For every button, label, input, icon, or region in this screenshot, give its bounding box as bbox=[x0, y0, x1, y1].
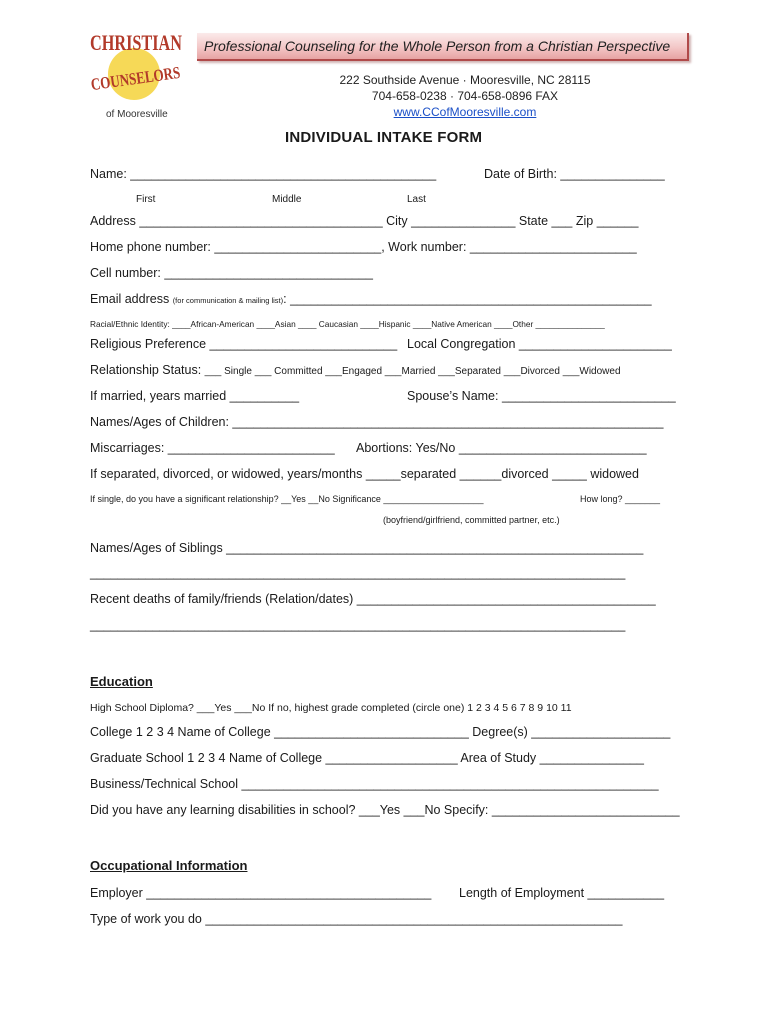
disabilities-field[interactable]: Did you have any learning disabilities in school? ___Yes ___No Specify: ___________________________ bbox=[90, 803, 680, 817]
single-note: (boyfriend/girlfriend, committed partner, etc.) bbox=[383, 515, 560, 525]
christian-counselors-logo bbox=[86, 22, 209, 112]
cell-field[interactable]: Cell number: ______________________________ bbox=[90, 266, 373, 280]
logo-line2: COUNSELORS bbox=[89, 59, 209, 95]
dob-field[interactable]: Date of Birth: _______________ bbox=[484, 167, 665, 181]
technical-field[interactable]: Business/Technical School ____________________________________________________________ bbox=[90, 777, 659, 791]
congregation-field[interactable]: Local Congregation ______________________ bbox=[407, 337, 672, 351]
phone-fields[interactable]: Home phone number: ________________________, Work number: ________________________ bbox=[90, 240, 637, 254]
length-field[interactable]: Length of Employment ___________ bbox=[459, 886, 665, 900]
siblings-continued[interactable]: _____________________________________________________________________________ bbox=[90, 566, 626, 580]
tagline: Professional Counseling for the Whole Person from a Christian Perspective bbox=[204, 38, 671, 54]
single-relationship-field[interactable]: If single, do you have a significant relationship? __Yes __No Significance ____________________ bbox=[90, 494, 484, 504]
work-type-field[interactable]: Type of work you do ____________________________________________________________ bbox=[90, 912, 623, 926]
education-heading: Education bbox=[90, 674, 153, 689]
occupation-heading: Occupational Information bbox=[90, 858, 248, 873]
logo-location: of Mooresville bbox=[106, 109, 168, 120]
address-line: 222 Southside Avenue · Mooresville, NC 28115 bbox=[339, 73, 591, 87]
college-field[interactable]: College 1 2 3 4 Name of College ____________________________ Degree(s) ____________________ bbox=[90, 725, 671, 739]
miscarriages-field[interactable]: Miscarriages: ________________________ bbox=[90, 441, 335, 455]
religious-field[interactable]: Religious Preference ___________________________ bbox=[90, 337, 398, 351]
siblings-field[interactable]: Names/Ages of Siblings ____________________________________________________________ bbox=[90, 541, 644, 555]
email-label: Email address bbox=[90, 292, 170, 306]
how-long-field[interactable]: How long? _______ bbox=[580, 494, 661, 504]
spouse-field[interactable]: Spouse’s Name: _________________________ bbox=[407, 389, 676, 403]
website-link-wrap bbox=[330, 105, 600, 119]
first-label: First bbox=[136, 194, 156, 205]
diploma-field[interactable]: High School Diploma? ___Yes ___No If no, highest grade completed (circle one) 1 2 3 4 5 6 7 8 9 10 11 bbox=[90, 702, 572, 714]
deaths-field[interactable]: Recent deaths of family/friends (Relation/dates) ___________________________________________ bbox=[90, 592, 656, 606]
name-field[interactable]: Name: ____________________________________________ bbox=[90, 167, 437, 181]
separated-field[interactable]: If separated, divorced, or widowed, years/months _____separated ______divorced _____ widowed bbox=[90, 467, 639, 481]
phone-line: 704-658-0238 · 704-658-0896 FAX bbox=[371, 89, 559, 103]
deaths-continued[interactable]: _____________________________________________________________________________ bbox=[90, 618, 626, 632]
logo-line1: CHRISTIAN bbox=[90, 30, 183, 55]
email-note: (for communication & mailing list) bbox=[172, 296, 284, 305]
children-field[interactable]: Names/Ages of Children: ______________________________________________________________ bbox=[90, 415, 664, 429]
relationship-label: Relationship Status: bbox=[90, 363, 202, 377]
email-line[interactable]: : ____________________________________________________ bbox=[283, 292, 652, 306]
form-title: INDIVIDUAL INTAKE FORM bbox=[285, 129, 483, 146]
address-field[interactable]: Address ___________________________________ City _______________ State ___ Zip ______ bbox=[90, 214, 639, 228]
employer-field[interactable]: Employer _________________________________________ bbox=[90, 886, 432, 900]
last-label: Last bbox=[407, 194, 426, 205]
relationship-status[interactable] bbox=[90, 363, 621, 377]
email-field[interactable] bbox=[90, 292, 652, 306]
graduate-field[interactable]: Graduate School 1 2 3 4 Name of College ___________________ Area of Study _______________ bbox=[90, 751, 644, 765]
middle-label: Middle bbox=[272, 194, 302, 205]
years-married-field[interactable]: If married, years married __________ bbox=[90, 389, 300, 403]
relationship-options[interactable]: ___ Single ___ Committed ___Engaged ___Married ___Separated ___Divorced ___Widowed bbox=[204, 366, 621, 377]
racial-identity[interactable]: Racial/Ethnic Identity: ____African-American ____Asian ____ Caucasian ____Hispanic ____Native American ____Other _______________ bbox=[90, 319, 605, 329]
website-link[interactable]: www.CCofMooresville.com bbox=[393, 105, 537, 119]
abortions-field[interactable]: Abortions: Yes/No ___________________________ bbox=[356, 441, 647, 455]
